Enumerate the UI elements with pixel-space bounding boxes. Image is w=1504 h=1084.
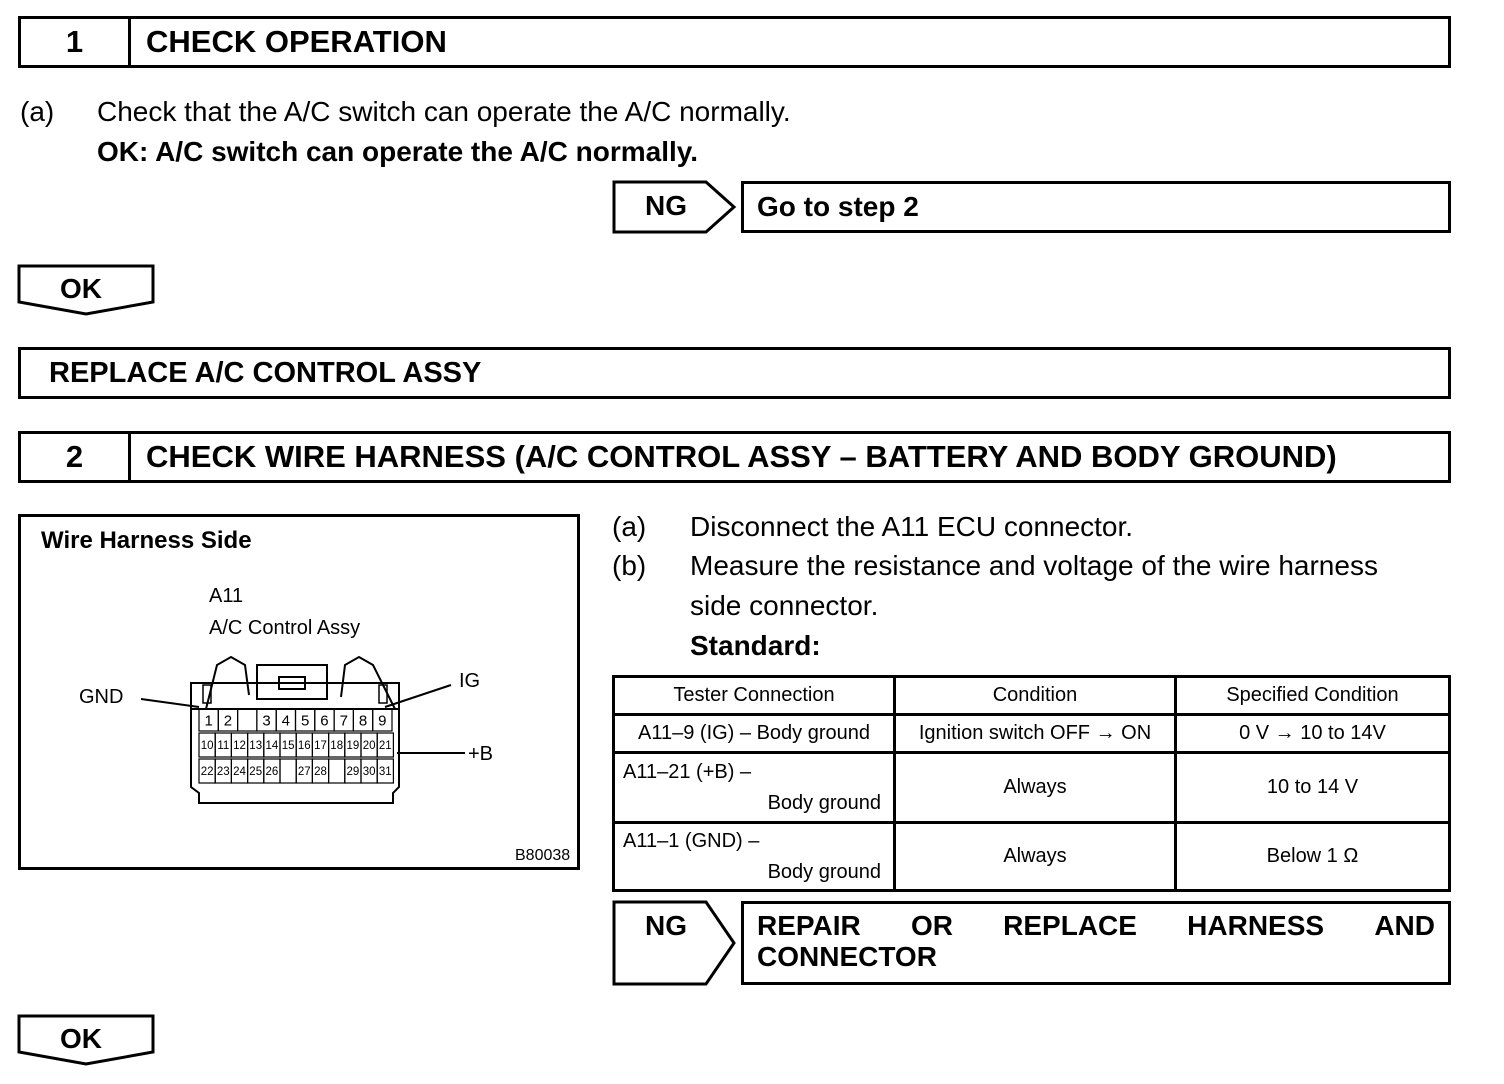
table-row [614,715,1450,753]
pin-number: 6 [320,712,329,730]
spec-table [612,675,1451,892]
ng-result-box [741,901,1451,985]
pin-number: 5 [300,712,310,730]
pin-number: 31 [378,766,392,779]
pin-number: 13 [249,740,263,753]
table-cell: Ignition switch OFF → ON [895,715,1176,753]
action-box [18,347,1451,399]
pin-number: 8 [358,712,368,730]
ng-result-line [757,910,1435,941]
pin-number: 29 [346,766,360,779]
ng-result-box [741,181,1451,233]
table-cell: 0 V → 10 to 14V [1176,715,1450,753]
table-header: Specified Condition [1176,677,1450,715]
table-cell: 10 to 14 V [1176,753,1450,823]
item-text-continued: side connector. [690,590,879,621]
pin-number: 30 [362,766,376,779]
table-cell: Always [895,753,1176,823]
pin-number: 3 [262,712,271,730]
tester-connection: A11–1 (GND) – [623,829,760,852]
pin-number: 7 [339,712,348,730]
table-cell: Below 1 Ω [1176,823,1450,891]
pin-number: 21 [378,740,392,753]
ok-label: OK [60,1023,102,1054]
pin-number: 18 [330,740,344,753]
action-text: REPLACE A/C CONTROL ASSY [49,357,482,389]
ok-label: OK [60,273,102,304]
step-2-header [18,431,1451,483]
item-text: Measure the resistance and voltage of the wire harness [690,550,1378,581]
connector-drawing [21,517,577,867]
pin-number: 1 [204,712,213,730]
table-header-row [614,677,1450,715]
tester-connection: A11–9 (IG) – Body ground [638,722,870,744]
ng-label: NG [645,190,687,221]
connector-name: A/C Control Assy [209,617,361,639]
table-header: Tester Connection [614,677,895,715]
ng-result-word: AND [1374,910,1435,941]
item-text: Check that the A/C switch can operate the A/C normally. [97,96,791,127]
gnd-label: GND [79,686,124,708]
ng-result-word: HARNESS [1187,910,1325,941]
figure-code: B80038 [515,847,571,864]
pin-number: 14 [265,740,279,753]
item-text: Disconnect the A11 ECU connector. [690,511,1134,542]
step-number: 1 [21,19,131,65]
item-marker: (a) [612,511,647,542]
step-1-header [18,16,1451,68]
pin-number: 15 [281,740,295,753]
figure-title: Wire Harness Side [41,527,252,554]
pin-number: 11 [217,740,230,753]
ng-result-word: REPAIR [757,910,861,941]
pin-number: 25 [249,766,263,779]
pin-number: 2 [223,712,233,730]
connector-pin-empty [238,709,257,731]
pin-number: 10 [200,740,214,753]
ng-label: NG [645,910,687,941]
pin-number: 26 [265,766,279,779]
pin-number: 28 [314,766,327,779]
tester-connection-continued: Body ground [767,860,881,883]
connector-pin-empty [280,759,296,783]
table-row [614,753,1450,823]
pin-number: 23 [216,766,230,779]
b-label: +B [468,743,494,765]
pin-number: 16 [297,740,311,753]
pin-number: 4 [281,712,291,730]
table-cell [614,715,895,753]
table-cell: Always [895,823,1176,891]
connector-pin-empty [329,759,345,783]
standard-label: Standard: [690,630,821,661]
pin-number: 22 [200,766,214,779]
table-cell [614,823,895,891]
tester-connection-continued: Body ground [767,791,881,814]
table-header: Condition [895,677,1176,715]
step-title: CHECK WIRE HARNESS (A/C CONTROL ASSY – BATTERY AND BODY GROUND) [146,439,1337,474]
table-cell [614,753,895,823]
ng-result-line: CONNECTOR [757,941,937,972]
ng-result-text: Go to step 2 [757,191,919,222]
connector-id: A11 [209,585,244,607]
pin-number: 19 [346,740,360,753]
pin-number: 27 [297,766,311,779]
pin-number: 9 [378,712,387,730]
ng-result-word: OR [910,910,953,941]
tester-connection: A11–21 (+B) – [623,760,752,783]
ok-condition: OK: A/C switch can operate the A/C normally. [97,136,699,167]
ng-result-word: REPLACE [1003,910,1137,941]
pin-number: 20 [362,740,376,753]
pin-number: 12 [233,740,246,753]
item-marker: (b) [612,550,647,581]
item-marker: (a) [20,96,55,127]
table-row [614,823,1450,891]
ig-label: IG [459,670,481,692]
connector-figure [18,514,580,870]
pin-number: 24 [233,766,246,779]
step-number: 2 [21,434,131,480]
step-title: CHECK OPERATION [146,24,447,59]
pin-number: 17 [314,740,327,753]
